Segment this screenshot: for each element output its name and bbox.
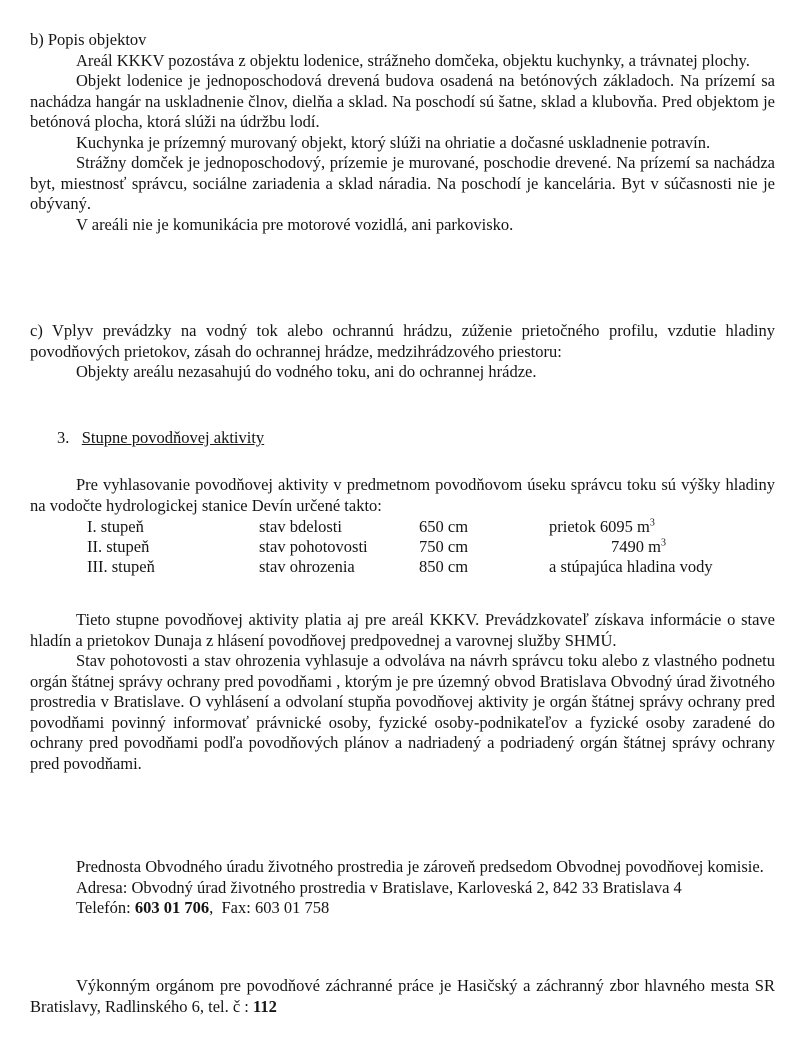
section-c [30, 321, 775, 383]
section-3-heading [57, 428, 800, 449]
paragraph: Kuchynka je prízemný murovaný objekt, ktorý slúži na ohriatie a dočasné uskladnenie potravín. [76, 132, 711, 152]
flood-levels-table [87, 517, 787, 577]
section-b-heading: b) Popis objektov [30, 30, 147, 49]
address-line: Adresa: Obvodný úrad životného prostredia v Bratislave, Karloveská 2, 842 33 Bratislava 4 [76, 877, 682, 897]
declaration-paragraph: Stav pohotovosti a stav ohrozenia vyhlasuje a odvoláva na návrh správcu toku alebo z vlastného podnetu orgán štátnej správy ochrany pred povodňami , ktorým je pre územný obvod Bratislava Obvodný úrad životného prostredia v Bratislave. O vyhlásení a odvolaní stupňa povodňovej aktivity je orgán štátnej správy ochrany pred povodňami povinný informovať právnické osoby, fyzické osoby-podnikateľov a fyzické osoby zaradené do ochrany pred povodňami podľa povodňových plánov a nadriadený a podriadený orgán štátnej správy ochrany pred povodňami. [30, 651, 775, 773]
paragraph: Pre vyhlasovanie povodňovej aktivity v predmetnom povodňovom úseku správcu toku sú výšky hladiny na vodočte hydrologickej stanice Devín určené takto: [30, 475, 775, 515]
table-row: I. stupeň stav bdelosti 650 cm prietok 6095 $m^3$ [87, 517, 655, 536]
paragraph: Objekt lodenice je jednoposchodová drevená budova osadená na betónových základoch. Na prízemí sa nachádza hangár na uskladnenie člnov, dielňa a sklad. Na poschodí sú šatne, sklad a klubovňa. Pred objektom je betónová plocha, ktorá slúži na údržbu lodí. [30, 71, 775, 131]
rescue-paragraph: Výkonným orgánom pre povodňové záchranné práce je Hasičský a záchranný zbor hlavného mesta SR Bratislavy, Radlinského 6, tel. č : 112 [30, 976, 775, 1016]
validity-paragraph: Tieto stupne povodňovej aktivity platia aj pre areál KKKV. Prevádzkovateľ získava informácie o stave hladín a prietokov Dunaja z hlásení povodňovej predpovednej a varovnej služby SHMÚ. Stav pohotovosti a stav ohrozenia vyhlasuje a odvoláva na návrh správcu toku alebo z vlastného podnetu orgán štátnej správy ochrany pred povodňami , ktorým je pre územný obvod Bratislava Obvodný úrad životného prostredia v Bratislave. O vyhlásení a odvolaní stupňa povodňovej aktivity je orgán štátnej správy ochrany pred povodňami povinný informovať právnické osoby, fyzické osoby-podnikateľov a fyzické osoby zaradené do ochrany pred povodňami podľa povodňových plánov a nadriadený a podriadený orgán štátnej správy ochrany pred povodňami. [30, 610, 775, 773]
paragraph: Strážny domček je jednoposchodový, prízemie je murované, poschodie drevené. Na prízemí sa nachádza byt, miestnosť správcu, sociálne zariadenia a sklad náradia. Na poschodí je kancelária. Byt v súčasnosti nie je obývaný. [30, 153, 775, 213]
contact-line: Telefón: 603 01 706, Fax: 603 01 758 [76, 898, 330, 917]
section-b [30, 30, 775, 235]
section-3-intro [30, 475, 775, 516]
paragraph: Areál KKKV pozostáva z objektu lodenice, strážneho domčeka, objektu kuchynky, a trávnatej plochy. [76, 50, 750, 70]
table-row: II. stupeň stav pohotovosti 750 cm 7490 $m^3$ [87, 537, 666, 556]
paragraph: V areáli nie je komunikácia pre motorové vozidlá, ani parkovisko. [76, 214, 514, 234]
paragraph: Prednosta Obvodného úradu životného prostredia je zároveň predsedom Obvodnej povodňovej komisie. [76, 857, 764, 876]
phone-number: 603 01 706 [134, 898, 210, 917]
emergency-number: 112 [253, 996, 277, 1016]
section-c-heading: c) Vplyv prevádzky na vodný tok alebo ochrannú hrádzu, zúženie prietočného profilu, vzdutie hladiny povodňových prietokov, zásah do ochrannej hrádze, medzihrádzového priestoru: [30, 321, 775, 361]
section-title: Stupne povodňovej aktivity [81, 428, 265, 447]
table-row: III. stupeň stav ohrozenia 850 cm a stúpajúca hladina vody [87, 557, 713, 576]
fax-number: 603 01 758 [254, 898, 330, 917]
paragraph: Objekty areálu nezasahujú do vodného toku, ani do ochrannej hrádze. [76, 362, 537, 381]
commission-block [30, 857, 775, 919]
section-number: 3. [57, 428, 70, 447]
